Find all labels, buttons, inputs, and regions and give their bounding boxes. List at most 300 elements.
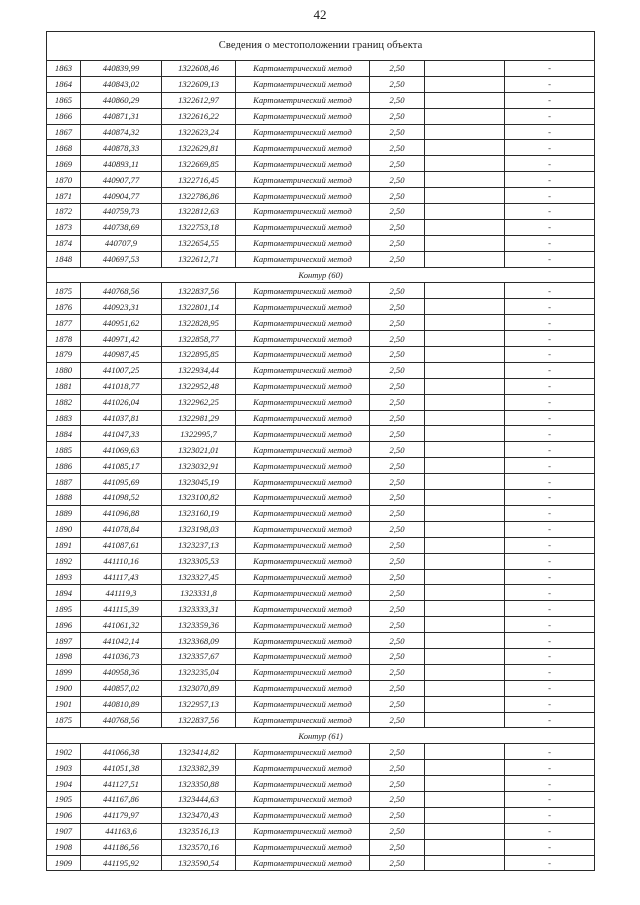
method-cell: Картометрический метод [236, 712, 370, 728]
coord-x-cell: 440874,32 [81, 124, 162, 140]
description-cell: - [505, 760, 595, 776]
method-cell: Картометрический метод [236, 791, 370, 807]
table-row [47, 140, 595, 156]
table-row [47, 601, 595, 617]
precision-cell: 2,50 [370, 378, 425, 394]
method-cell: Картометрический метод [236, 569, 370, 585]
coord-y-cell: 1323070,89 [162, 680, 236, 696]
coord-y-cell: 1323470,43 [162, 807, 236, 823]
coord-y-cell: 1322828,95 [162, 315, 236, 331]
extra-cell [425, 235, 505, 251]
precision-cell: 2,50 [370, 172, 425, 188]
extra-cell [425, 299, 505, 315]
method-cell: Картометрический метод [236, 505, 370, 521]
table-row [47, 188, 595, 204]
coord-x-cell: 441007,25 [81, 362, 162, 378]
precision-cell: 2,50 [370, 140, 425, 156]
method-cell: Картометрический метод [236, 204, 370, 220]
description-cell: - [505, 839, 595, 855]
coord-x-cell: 441042,14 [81, 633, 162, 649]
description-cell: - [505, 442, 595, 458]
coord-x-cell: 441095,69 [81, 474, 162, 490]
precision-cell: 2,50 [370, 235, 425, 251]
extra-cell [425, 537, 505, 553]
table-row [47, 537, 595, 553]
extra-cell [425, 505, 505, 521]
point-number-cell: 1883 [47, 410, 81, 426]
point-number-cell: 1900 [47, 680, 81, 696]
method-cell: Картометрический метод [236, 521, 370, 537]
point-number-cell: 1895 [47, 601, 81, 617]
table-row [47, 410, 595, 426]
extra-cell [425, 124, 505, 140]
coord-y-cell: 1322669,85 [162, 156, 236, 172]
method-cell: Картометрический метод [236, 378, 370, 394]
precision-cell: 2,50 [370, 680, 425, 696]
table-row [47, 299, 595, 315]
coord-x-cell: 441085,17 [81, 458, 162, 474]
description-cell: - [505, 553, 595, 569]
description-cell: - [505, 537, 595, 553]
coord-y-cell: 1323570,16 [162, 839, 236, 855]
point-number-cell: 1909 [47, 855, 81, 871]
coord-x-cell: 441119,3 [81, 585, 162, 601]
table-row [47, 648, 595, 664]
coord-y-cell: 1323032,91 [162, 458, 236, 474]
extra-cell [425, 474, 505, 490]
description-cell: - [505, 585, 595, 601]
description-cell: - [505, 569, 595, 585]
description-cell: - [505, 776, 595, 792]
precision-cell: 2,50 [370, 633, 425, 649]
point-number-cell: 1890 [47, 521, 81, 537]
point-number-cell: 1899 [47, 664, 81, 680]
method-cell: Картометрический метод [236, 188, 370, 204]
table-row [47, 124, 595, 140]
coord-y-cell: 1322995,7 [162, 426, 236, 442]
coord-y-cell: 1323414,82 [162, 744, 236, 760]
description-cell: - [505, 855, 595, 871]
method-cell: Картометрический метод [236, 251, 370, 267]
extra-cell [425, 315, 505, 331]
coord-x-cell: 441117,43 [81, 569, 162, 585]
description-cell: - [505, 172, 595, 188]
coord-x-cell: 440893,11 [81, 156, 162, 172]
table-row [47, 569, 595, 585]
extra-cell [425, 458, 505, 474]
point-number-cell: 1904 [47, 776, 81, 792]
table-row [47, 776, 595, 792]
coord-y-cell: 1323045,19 [162, 474, 236, 490]
description-cell: - [505, 696, 595, 712]
boundary-coordinates-table [46, 31, 595, 871]
coord-x-cell: 440871,31 [81, 108, 162, 124]
description-cell: - [505, 680, 595, 696]
precision-cell: 2,50 [370, 331, 425, 347]
point-number-cell: 1903 [47, 760, 81, 776]
coord-y-cell: 1322952,48 [162, 378, 236, 394]
table-body [47, 61, 595, 871]
description-cell: - [505, 648, 595, 664]
extra-cell [425, 617, 505, 633]
coord-x-cell: 441087,61 [81, 537, 162, 553]
table-row [47, 235, 595, 251]
coord-x-cell: 440768,56 [81, 712, 162, 728]
method-cell: Картометрический метод [236, 61, 370, 77]
method-cell: Картометрический метод [236, 839, 370, 855]
method-cell: Картометрический метод [236, 680, 370, 696]
description-cell: - [505, 426, 595, 442]
description-cell: - [505, 235, 595, 251]
coord-x-cell: 441018,77 [81, 378, 162, 394]
coord-x-cell: 440971,42 [81, 331, 162, 347]
method-cell: Картометрический метод [236, 331, 370, 347]
method-cell: Картометрический метод [236, 633, 370, 649]
point-number-cell: 1881 [47, 378, 81, 394]
description-cell: - [505, 474, 595, 490]
precision-cell: 2,50 [370, 426, 425, 442]
method-cell: Картометрический метод [236, 490, 370, 506]
coord-y-cell: 1322786,86 [162, 188, 236, 204]
point-number-cell: 1871 [47, 188, 81, 204]
extra-cell [425, 696, 505, 712]
coord-y-cell: 1322837,56 [162, 712, 236, 728]
method-cell: Картометрический метод [236, 219, 370, 235]
precision-cell: 2,50 [370, 505, 425, 521]
extra-cell [425, 601, 505, 617]
description-cell: - [505, 791, 595, 807]
coord-x-cell: 441047,33 [81, 426, 162, 442]
coord-y-cell: 1322616,22 [162, 108, 236, 124]
method-cell: Картометрический метод [236, 124, 370, 140]
precision-cell: 2,50 [370, 188, 425, 204]
method-cell: Картометрический метод [236, 410, 370, 426]
point-number-cell: 1867 [47, 124, 81, 140]
coord-x-cell: 440843,02 [81, 76, 162, 92]
coord-y-cell: 1323359,36 [162, 617, 236, 633]
extra-cell [425, 776, 505, 792]
table-row [47, 791, 595, 807]
coord-y-cell: 1323516,13 [162, 823, 236, 839]
table-row [47, 696, 595, 712]
table-row [47, 61, 595, 77]
table-row [47, 347, 595, 363]
coord-x-cell: 440697,53 [81, 251, 162, 267]
method-cell: Картометрический метод [236, 426, 370, 442]
description-cell: - [505, 394, 595, 410]
description-cell: - [505, 633, 595, 649]
method-cell: Картометрический метод [236, 140, 370, 156]
description-cell: - [505, 219, 595, 235]
coord-x-cell: 441186,56 [81, 839, 162, 855]
precision-cell: 2,50 [370, 585, 425, 601]
table-row [47, 156, 595, 172]
coord-x-cell: 440907,77 [81, 172, 162, 188]
precision-cell: 2,50 [370, 601, 425, 617]
extra-cell [425, 156, 505, 172]
coord-y-cell: 1323382,39 [162, 760, 236, 776]
precision-cell: 2,50 [370, 204, 425, 220]
precision-cell: 2,50 [370, 553, 425, 569]
extra-cell [425, 362, 505, 378]
coord-y-cell: 1322837,56 [162, 283, 236, 299]
table-row [47, 505, 595, 521]
point-number-cell: 1872 [47, 204, 81, 220]
method-cell: Картометрический метод [236, 553, 370, 569]
description-cell: - [505, 505, 595, 521]
point-number-cell: 1882 [47, 394, 81, 410]
method-cell: Картометрический метод [236, 76, 370, 92]
point-number-cell: 1888 [47, 490, 81, 506]
precision-cell: 2,50 [370, 521, 425, 537]
extra-cell [425, 760, 505, 776]
description-cell: - [505, 124, 595, 140]
precision-cell: 2,50 [370, 537, 425, 553]
extra-cell [425, 442, 505, 458]
method-cell: Картометрический метод [236, 315, 370, 331]
description-cell: - [505, 744, 595, 760]
point-number-cell: 1907 [47, 823, 81, 839]
table-row [47, 744, 595, 760]
precision-cell: 2,50 [370, 474, 425, 490]
coord-y-cell: 1323350,88 [162, 776, 236, 792]
extra-cell [425, 553, 505, 569]
extra-cell [425, 490, 505, 506]
method-cell: Картометрический метод [236, 442, 370, 458]
coord-x-cell: 441037,81 [81, 410, 162, 426]
method-cell: Картометрический метод [236, 92, 370, 108]
point-number-cell: 1874 [47, 235, 81, 251]
point-number-cell: 1864 [47, 76, 81, 92]
precision-cell: 2,50 [370, 712, 425, 728]
precision-cell: 2,50 [370, 92, 425, 108]
point-number-cell: 1902 [47, 744, 81, 760]
coord-y-cell: 1322858,77 [162, 331, 236, 347]
method-cell: Картометрический метод [236, 648, 370, 664]
table-row [47, 823, 595, 839]
precision-cell: 2,50 [370, 61, 425, 77]
table-row [47, 458, 595, 474]
extra-cell [425, 712, 505, 728]
coord-y-cell: 1323357,67 [162, 648, 236, 664]
extra-cell [425, 791, 505, 807]
table-row [47, 664, 595, 680]
coord-x-cell: 440951,62 [81, 315, 162, 331]
contour-row [47, 267, 595, 283]
precision-cell: 2,50 [370, 744, 425, 760]
coord-x-cell: 441115,39 [81, 601, 162, 617]
extra-cell [425, 378, 505, 394]
point-number-cell: 1897 [47, 633, 81, 649]
coord-x-cell: 441098,52 [81, 490, 162, 506]
coord-x-cell: 440923,31 [81, 299, 162, 315]
extra-cell [425, 347, 505, 363]
extra-cell [425, 664, 505, 680]
table-row [47, 807, 595, 823]
point-number-cell: 1879 [47, 347, 81, 363]
precision-cell: 2,50 [370, 776, 425, 792]
precision-cell: 2,50 [370, 299, 425, 315]
table-row [47, 442, 595, 458]
point-number-cell: 1866 [47, 108, 81, 124]
coord-y-cell: 1322753,18 [162, 219, 236, 235]
point-number-cell: 1894 [47, 585, 81, 601]
precision-cell: 2,50 [370, 696, 425, 712]
point-number-cell: 1885 [47, 442, 81, 458]
description-cell: - [505, 458, 595, 474]
coord-y-cell: 1322962,25 [162, 394, 236, 410]
extra-cell [425, 855, 505, 871]
description-cell: - [505, 283, 595, 299]
coord-x-cell: 440707,9 [81, 235, 162, 251]
coord-x-cell: 441127,51 [81, 776, 162, 792]
coord-y-cell: 1323021,01 [162, 442, 236, 458]
method-cell: Картометрический метод [236, 299, 370, 315]
extra-cell [425, 331, 505, 347]
description-cell: - [505, 807, 595, 823]
method-cell: Картометрический метод [236, 617, 370, 633]
coord-y-cell: 1322629,81 [162, 140, 236, 156]
description-cell: - [505, 712, 595, 728]
point-number-cell: 1901 [47, 696, 81, 712]
table-row [47, 331, 595, 347]
precision-cell: 2,50 [370, 362, 425, 378]
point-number-cell: 1884 [47, 426, 81, 442]
coord-x-cell: 440839,99 [81, 61, 162, 77]
description-cell: - [505, 823, 595, 839]
table-row [47, 553, 595, 569]
coord-y-cell: 1322895,85 [162, 347, 236, 363]
table-row [47, 474, 595, 490]
coord-x-cell: 440878,33 [81, 140, 162, 156]
extra-cell [425, 744, 505, 760]
table-row [47, 760, 595, 776]
coord-x-cell: 440810,89 [81, 696, 162, 712]
point-number-cell: 1876 [47, 299, 81, 315]
description-cell: - [505, 108, 595, 124]
description-cell: - [505, 299, 595, 315]
table-row [47, 394, 595, 410]
method-cell: Картометрический метод [236, 108, 370, 124]
description-cell: - [505, 331, 595, 347]
table-row [47, 362, 595, 378]
point-number-cell: 1868 [47, 140, 81, 156]
point-number-cell: 1870 [47, 172, 81, 188]
coord-y-cell: 1322981,29 [162, 410, 236, 426]
coord-x-cell: 440904,77 [81, 188, 162, 204]
table-row [47, 92, 595, 108]
method-cell: Картометрический метод [236, 474, 370, 490]
table-row [47, 712, 595, 728]
table-row [47, 172, 595, 188]
point-number-cell: 1889 [47, 505, 81, 521]
coord-x-cell: 441096,88 [81, 505, 162, 521]
coord-x-cell: 441061,32 [81, 617, 162, 633]
description-cell: - [505, 76, 595, 92]
table-row [47, 251, 595, 267]
point-number-cell: 1905 [47, 791, 81, 807]
coord-y-cell: 1323368,09 [162, 633, 236, 649]
extra-cell [425, 92, 505, 108]
coord-x-cell: 441110,16 [81, 553, 162, 569]
point-number-cell: 1898 [47, 648, 81, 664]
coord-y-cell: 1322934,44 [162, 362, 236, 378]
extra-cell [425, 633, 505, 649]
method-cell: Картометрический метод [236, 394, 370, 410]
description-cell: - [505, 92, 595, 108]
coord-x-cell: 440987,45 [81, 347, 162, 363]
table-row [47, 633, 595, 649]
precision-cell: 2,50 [370, 394, 425, 410]
table-row [47, 315, 595, 331]
description-cell: - [505, 140, 595, 156]
extra-cell [425, 76, 505, 92]
coord-x-cell: 440759,73 [81, 204, 162, 220]
table-row [47, 219, 595, 235]
method-cell: Картометрический метод [236, 172, 370, 188]
precision-cell: 2,50 [370, 283, 425, 299]
description-cell: - [505, 315, 595, 331]
precision-cell: 2,50 [370, 760, 425, 776]
description-cell: - [505, 521, 595, 537]
table-row [47, 426, 595, 442]
coord-y-cell: 1322812,63 [162, 204, 236, 220]
method-cell: Картометрический метод [236, 458, 370, 474]
coord-y-cell: 1322609,13 [162, 76, 236, 92]
table-row [47, 283, 595, 299]
coord-x-cell: 441179,97 [81, 807, 162, 823]
table-row [47, 521, 595, 537]
coord-y-cell: 1323160,19 [162, 505, 236, 521]
description-cell: - [505, 61, 595, 77]
table-row [47, 585, 595, 601]
table-row [47, 378, 595, 394]
point-number-cell: 1891 [47, 537, 81, 553]
precision-cell: 2,50 [370, 617, 425, 633]
coord-y-cell: 1323100,82 [162, 490, 236, 506]
extra-cell [425, 410, 505, 426]
description-cell: - [505, 362, 595, 378]
point-number-cell: 1863 [47, 61, 81, 77]
extra-cell [425, 61, 505, 77]
coord-y-cell: 1323590,54 [162, 855, 236, 871]
point-number-cell: 1877 [47, 315, 81, 331]
description-cell: - [505, 601, 595, 617]
description-cell: - [505, 347, 595, 363]
contour-row [47, 728, 595, 744]
precision-cell: 2,50 [370, 251, 425, 267]
extra-cell [425, 585, 505, 601]
coord-y-cell: 1323235,04 [162, 664, 236, 680]
coord-x-cell: 440768,56 [81, 283, 162, 299]
table-row [47, 617, 595, 633]
method-cell: Картометрический метод [236, 744, 370, 760]
coord-y-cell: 1322623,24 [162, 124, 236, 140]
coord-x-cell: 441036,73 [81, 648, 162, 664]
extra-cell [425, 648, 505, 664]
description-cell: - [505, 490, 595, 506]
coord-y-cell: 1322716,45 [162, 172, 236, 188]
table-row [47, 76, 595, 92]
contour-label: Контур (60) [47, 267, 595, 283]
extra-cell [425, 680, 505, 696]
point-number-cell: 1887 [47, 474, 81, 490]
table-header-row [47, 32, 595, 61]
coord-y-cell: 1322957,13 [162, 696, 236, 712]
point-number-cell: 1873 [47, 219, 81, 235]
table-row [47, 680, 595, 696]
extra-cell [425, 188, 505, 204]
